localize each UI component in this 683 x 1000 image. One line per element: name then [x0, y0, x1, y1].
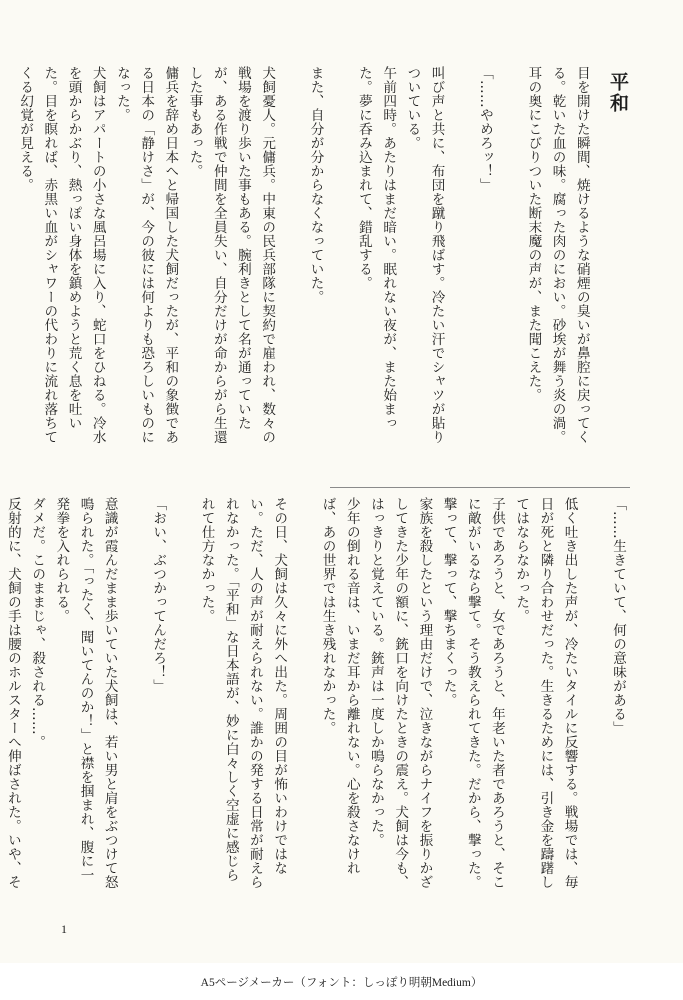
paragraph: ダメだ。このままじゃ、殺される……。 — [29, 497, 46, 749]
paragraph: 犬飼憂人。元傭兵。中東の民兵部隊に契約で雇われ、数々の戦場を渡り歩いた事もある。腕利きとして名が通っていたが、ある作戦で仲間を全員失い、自分だけが命からがら生還した事もあった。 — [186, 66, 276, 444]
blank-line — [582, 497, 606, 889]
blank-line — [328, 66, 352, 444]
blank-line — [449, 66, 473, 444]
paragraph: 耳の奥にこびりついた断末魔の声が、また聞こえた。 — [525, 66, 542, 402]
paragraph: 家族を殺したという理由だけで、泣きながらナイフを振りかざしてきた少年の額に、銃口を向けたときの震え。犬飼は今も、はっきりと覚えている。銃声は一度しか鳴らなかった。 — [367, 497, 433, 889]
dialogue-line: 「……生きていて、何の意味がある」 — [610, 497, 626, 735]
paragraph: 低く吐き出した声が、冷たいタイルに反響する。戦場では、毎日が死と隣り合わせだった。生きるためには、引き金を躊躇してはならなかった。 — [513, 497, 578, 889]
paragraph: 叫び声と共に、布団を蹴り飛ばす。冷たい汗でシャツが貼りついている。 — [404, 66, 445, 444]
paragraph: 意識が霞んだまま歩いていた犬飼は、若い男と肩をぶつけて怒鳴られた。「ったく、聞いてんのか！」と襟を掴まれ、腹に一発拳を入れられる。 — [53, 497, 118, 889]
dialogue-line: 「おい、ぶつかってんだろ！」 — [150, 497, 167, 693]
paragraph: 傭兵を辞め日本へと帰国した犬飼だったが、平和の象徴である日本の「静けさ」が、今の彼には何よりも恐ろしいものになった。 — [113, 66, 179, 444]
paragraph: 目を開けた瞬間、焼けるような硝煙の臭いが鼻腔に戻ってくる。乾いた血の味。腐った肉のにおい。砂埃が舞う炎の渦。 — [549, 66, 590, 444]
section-divider — [330, 487, 630, 488]
blank-line — [291, 497, 315, 889]
paragraph: 子供であろうと、女であろうと、年老いた者であろうと、そこに敵がいるなら撃て。そう教えられてきた。だから、撃った。撃って、撃って、撃ちまくった。 — [440, 497, 505, 889]
page-number: 1 — [61, 922, 67, 936]
blank-line — [497, 66, 521, 444]
paragraph: 反射的に、犬飼の手は腰のホルスターへ伸ばされた。いや、そ — [4, 497, 21, 889]
footer-caption: A5ページメーカー（フォント：しっぽり明朝Medium） — [0, 963, 683, 1000]
paragraph: 犬飼はアパートの小さな風呂場に入り、蛇口をひねる。冷水を頭からかぶり、熱っぽい身体を鎮めようと荒く息を吐いた。目を瞑れば、赤黒い血がシャワーの代わりに流れ落ちてくる幻覚が見える。 — [17, 66, 106, 444]
upper-column-block — [17, 66, 630, 444]
blank-line — [170, 497, 194, 889]
paragraph: また、自分が分からなくなっていた。 — [307, 66, 324, 304]
paragraph: 午前四時。あたりはまだ暗い。眠れない夜が、また始まった。夢に呑み込まれて、錯乱する。 — [355, 66, 397, 430]
blank-line — [279, 66, 303, 444]
lower-column-block — [4, 497, 630, 889]
paragraph: その日、犬飼は久々に外へ出た。周囲の目が怖いわけではない。ただ、人の声が耐えられない。誰かの発する日常が耐えられなかった。「平和」な日本語が、妙に白々しく空虚に感じられて仕方なかった。 — [198, 497, 288, 889]
paragraph: 少年の倒れる音は、いまだ耳から離れない。心を殺さなければ、あの世界では生き残れなかった。 — [319, 497, 360, 875]
page-title: 平和 — [607, 72, 629, 114]
dialogue-line: 「……やめろッ！」 — [476, 66, 493, 192]
blank-line — [122, 497, 146, 889]
